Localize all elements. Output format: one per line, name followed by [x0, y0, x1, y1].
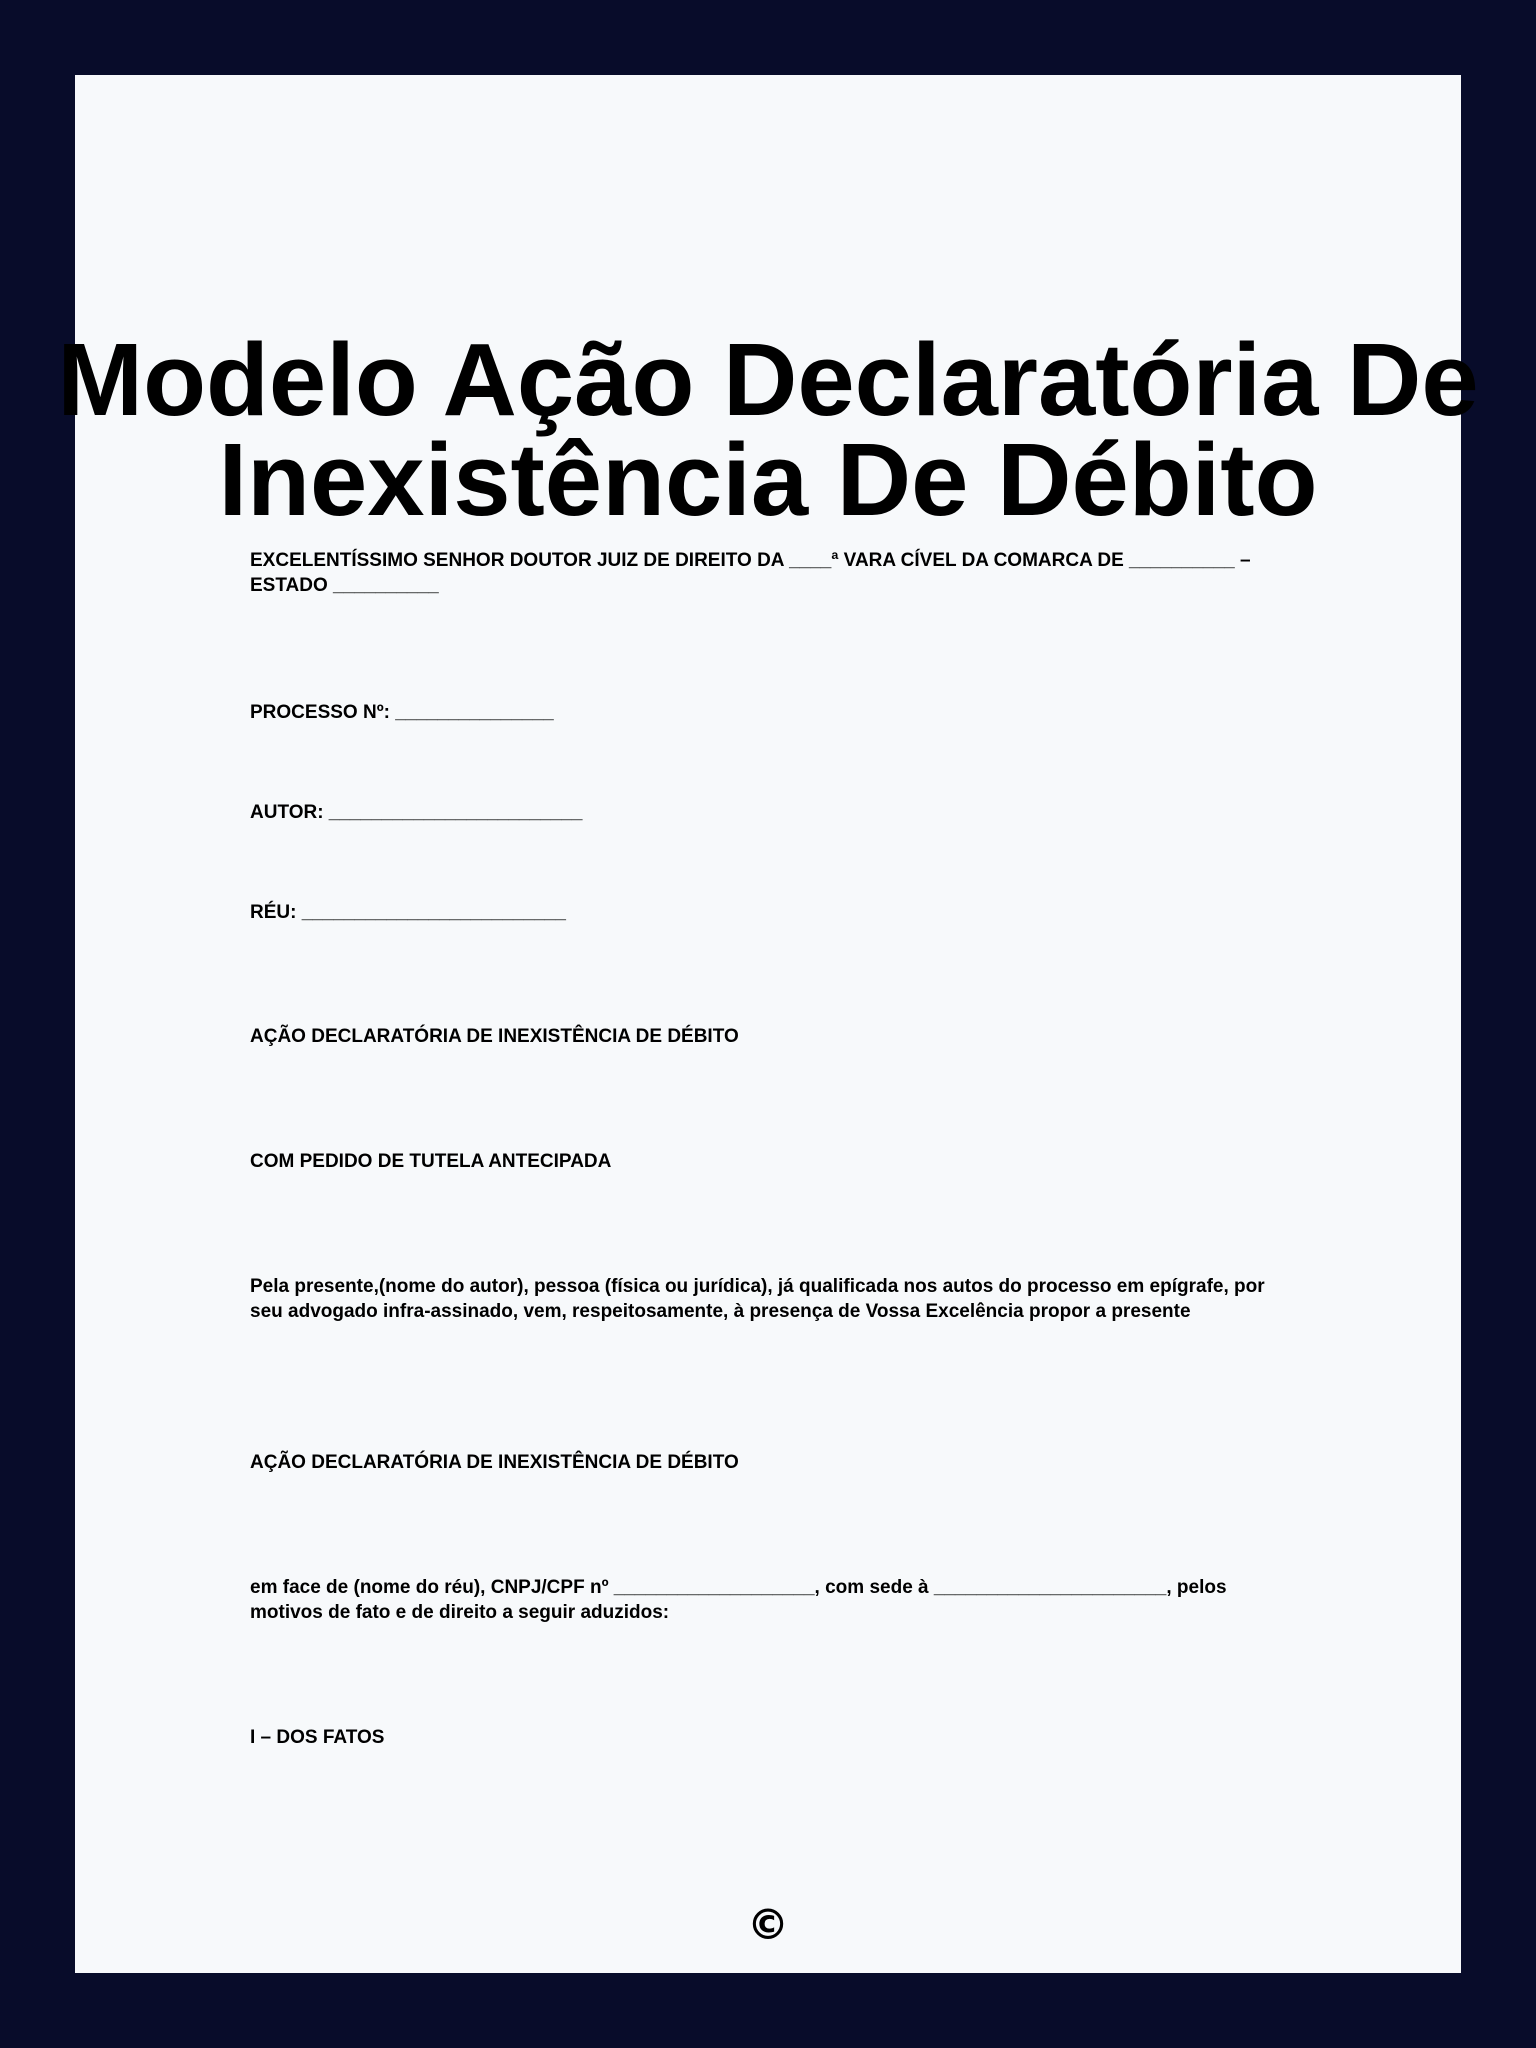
document-title-line-1: Modelo Ação Declaratória De: [57, 322, 1479, 437]
defendant-line: RÉU: _________________________: [250, 902, 566, 923]
petition-addressee: EXCELENTÍSSIMO SENHOR DOUTOR JUIZ DE DIREITO DA ____ª VARA CÍVEL DA COMARCA DE __________ – ESTADO __________: [250, 550, 1251, 596]
introduction-paragraph: Pela presente,(nome do autor), pessoa (física ou jurídica), já qualificada nos autos do processo em epígrafe, por seu advogado infra-assinado, vem, respeitosamente, à presença de Vossa Excelência propor a presente: [250, 1276, 1265, 1322]
action-heading: AÇÃO DECLARATÓRIA DE INEXISTÊNCIA DE DÉBITO: [250, 1026, 739, 1047]
copyright-icon: ©: [747, 1900, 789, 1949]
document-title: [0, 322, 1536, 537]
section-facts-heading: I – DOS FATOS: [250, 1727, 385, 1748]
action-heading-repeat: AÇÃO DECLARATÓRIA DE INEXISTÊNCIA DE DÉBITO: [250, 1452, 739, 1473]
author-line: AUTOR: ________________________: [250, 802, 583, 823]
injunction-heading: COM PEDIDO DE TUTELA ANTECIPADA: [250, 1151, 612, 1172]
document-title-line-2: Inexistência De Débito: [218, 422, 1318, 537]
defendant-paragraph: em face de (nome do réu), CNPJ/CPF nº ___________________, com sede à ______________________, pelos motivos de fato e de direito a seguir aduzidos:: [250, 1577, 1227, 1623]
process-number-line: PROCESSO Nº: _______________: [250, 702, 554, 723]
